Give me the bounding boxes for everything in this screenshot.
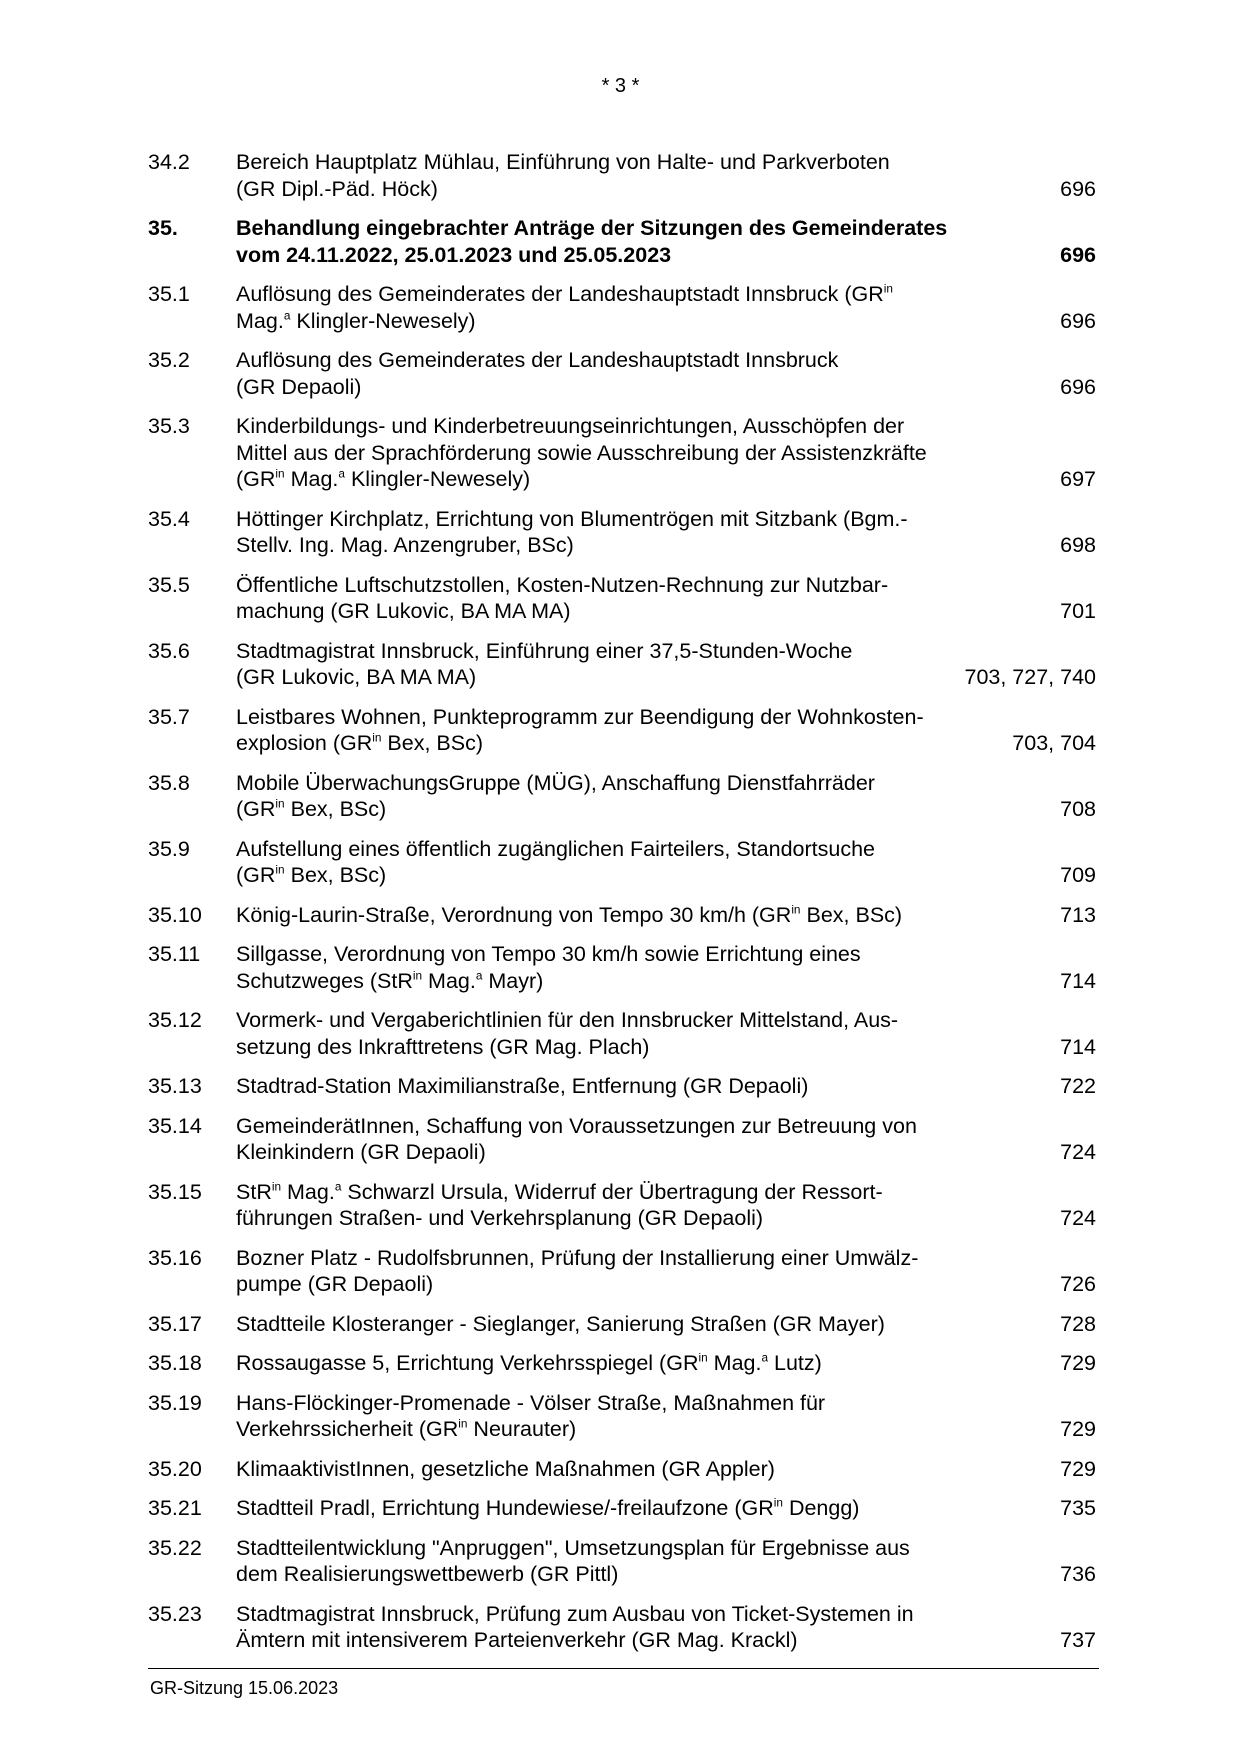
toc-entry: [148, 1311, 1096, 1338]
toc-entry: [148, 1456, 1096, 1483]
toc-entry-number: 35.1: [148, 282, 190, 306]
toc-entry-line: ($GR^{in}$ Bex, BSc): [236, 796, 387, 821]
toc-entry-line: KlimaaktivistInnen, gesetzliche Maßnahmen (GR Appler): [236, 1456, 775, 1481]
toc-entry-line: Stadtmagistrat Innsbruck, Prüfung zum Ausbau von Ticket-Systemen in: [236, 1601, 914, 1626]
toc-entry-title: [236, 347, 946, 400]
toc-entry-page: 724: [1060, 1206, 1096, 1230]
toc-entry-title: [236, 1073, 1006, 1100]
toc-entry-number: 35.22: [148, 1535, 202, 1560]
toc-entry-number: 35.21: [148, 1496, 202, 1520]
toc-entry: [148, 836, 1096, 889]
toc-entry-line: Aufstellung eines öffentlich zugänglichen Fairteilers, Standortsuche: [236, 836, 876, 861]
toc-entry: [148, 1535, 1096, 1588]
toc-entry-page: 713: [1060, 902, 1096, 927]
toc-entry-number: 35.23: [148, 1601, 202, 1626]
toc-entry-page: 697: [1060, 467, 1096, 491]
toc-entry-title: [236, 1601, 946, 1654]
toc-entry-line: Mag.$^a$ Klingler-Newesely): [236, 308, 476, 333]
toc-entry-number: 35.17: [148, 1311, 202, 1336]
toc-entry-title: [236, 1245, 946, 1298]
toc-entry-line: Auflösung des Gemeinderates der Landeshauptstadt Innsbruck ($GR^{in}$: [236, 281, 893, 306]
toc-entry-number: 35.11: [148, 942, 201, 966]
toc-entry: [148, 281, 1096, 334]
toc-entry-title: [236, 1456, 1006, 1483]
toc-entry-number: 35.4: [148, 506, 190, 531]
toc-entry-line: Ämtern mit intensiverem Parteienverkehr (GR Mag. Krackl): [236, 1628, 798, 1652]
toc-entry-line: setzung des Inkrafttretens (GR Mag. Plach): [236, 1034, 650, 1059]
toc-entry-number: 35.13: [148, 1074, 202, 1098]
toc-entry-title: [236, 941, 946, 994]
toc-entry-page: 735: [1060, 1496, 1096, 1520]
toc-entry-number: 35.16: [148, 1245, 202, 1270]
toc-entry-line: Rossaugasse 5, Errichtung Verkehrsspiegel ($GR^{in}$ Mag.$^a$ Lutz): [236, 1350, 822, 1375]
toc-entry: [148, 1113, 1096, 1166]
toc-entry-line: Behandlung eingebrachter Anträge der Sitzungen des Gemeinderates: [236, 216, 948, 240]
footer-session-date: GR-Sitzung 15.06.2023: [150, 1678, 339, 1698]
toc-entry-line: Stadtteil Pradl, Errichtung Hundewiese/-freilaufzone ($GR^{in}$ Dengg): [236, 1495, 860, 1520]
toc-entry-line: machung (GR Lukovic, BA MA MA): [236, 599, 571, 623]
toc-entry-line: Mittel aus der Sprachförderung sowie Ausschreibung der Assistenzkräfte: [236, 440, 927, 465]
toc-entry-line: Verkehrssicherheit ($GR^{in}$ Neurauter): [236, 1416, 577, 1441]
toc-entry-page: 729: [1060, 1351, 1096, 1375]
toc-entry-line: führungen Straßen- und Verkehrsplanung (GR Depaoli): [236, 1206, 764, 1230]
toc-entry-line: Öffentliche Luftschutzstollen, Kosten-Nutzen-Rechnung zur Nutzbar-: [236, 572, 889, 597]
toc-entry-line: StR$^{in}$ Mag.$^a$ Schwarzl Ursula, Widerruf der Übertragung der Ressort-: [236, 1179, 883, 1204]
toc-entry-line: Bozner Platz - Rudolfsbrunnen, Prüfung der Installierung einer Umwälz-: [236, 1245, 919, 1270]
toc-entry: [148, 1007, 1096, 1060]
toc-entry-number: 35.3: [148, 414, 190, 438]
toc-entry: [148, 506, 1096, 559]
footer-divider: [148, 1668, 1099, 1669]
toc-entry-page: 696: [1060, 176, 1096, 201]
toc-entry-number: 35.8: [148, 770, 190, 795]
toc-entry-line: Vormerk- und Vergaberichtlinien für den Innsbrucker Mittelstand, Aus-: [236, 1008, 899, 1032]
toc-entry-page: 696: [1060, 308, 1096, 333]
toc-entry: [148, 941, 1096, 994]
toc-entry-page: 729: [1060, 1417, 1096, 1441]
toc-entry-number: 35.2: [148, 348, 190, 372]
toc-entry-line: Leistbares Wohnen, Punkteprogramm zur Beendigung der Wohnkosten-: [236, 704, 924, 729]
toc-entry-line: Höttinger Kirchplatz, Errichtung von Blumentrögen mit Sitzbank (Bgm.-: [236, 506, 908, 531]
toc-entry-line: Hans-Flöckinger-Promenade - Völser Straße, Maßnahmen für: [236, 1390, 826, 1415]
toc-entry-title: [236, 215, 946, 268]
toc-entry-page: 728: [1060, 1311, 1096, 1336]
toc-entry-title: [236, 281, 946, 334]
toc-entry-line: Mobile ÜberwachungsGruppe (MÜG), Anschaffung Dienstfahrräder: [236, 770, 875, 795]
toc-entry-line: Auflösung des Gemeinderates der Landeshauptstadt Innsbruck: [236, 348, 839, 372]
toc-entry-title: [236, 1113, 946, 1166]
toc-entry-page: 709: [1060, 863, 1096, 887]
toc-entry-number: 35.10: [148, 902, 202, 927]
toc-entry-number: 35.12: [148, 1008, 202, 1032]
toc-entry: [148, 1390, 1096, 1443]
toc-entry-line: König-Laurin-Straße, Verordnung von Tempo 30 km/h ($GR^{in}$ Bex, BSc): [236, 902, 903, 927]
toc-entry-page: 722: [1060, 1074, 1096, 1098]
toc-entry-line: dem Realisierungswettbewerb (GR Pittl): [236, 1562, 619, 1586]
toc-entry-line: Stadtteile Klosteranger - Sieglanger, Sanierung Straßen (GR Mayer): [236, 1311, 885, 1336]
toc-entry-line: Schutzweges (StR$^{in}$ Mag.$^a$ Mayr): [236, 968, 544, 993]
toc-entry-line: pumpe (GR Depaoli): [236, 1272, 434, 1296]
toc-entry: [148, 638, 1096, 691]
toc-entry: [148, 1495, 1096, 1522]
toc-entry-title: [236, 770, 946, 823]
toc-entry: [148, 347, 1096, 400]
toc-entry-line: ($GR^{in}$ Mag.$^a$ Klingler-Newesely): [236, 466, 531, 491]
toc-entry-page: 736: [1060, 1562, 1096, 1586]
toc-entry-title: [236, 1179, 946, 1232]
toc-entry-title: [236, 1311, 1006, 1338]
table-of-contents: [148, 149, 1096, 1667]
toc-entry-number: 35.20: [148, 1456, 202, 1481]
toc-entry-title: [236, 149, 946, 202]
toc-entry: [148, 1245, 1096, 1298]
toc-entry-page: 708: [1060, 797, 1096, 821]
toc-entry-title: [236, 902, 1006, 929]
toc-entry-title: [236, 1350, 1006, 1377]
toc-entry-number: 34.2: [148, 150, 190, 174]
toc-entry-page: 701: [1060, 599, 1096, 623]
toc-entry-page: 724: [1060, 1140, 1096, 1164]
toc-entry-line: Sillgasse, Verordnung von Tempo 30 km/h sowie Errichtung eines: [236, 942, 861, 966]
toc-entry-number: 35.5: [148, 572, 190, 597]
toc-entry-page: 714: [1060, 968, 1096, 993]
page-number: * 3 *: [601, 75, 640, 97]
toc-entry-line: (GR Depaoli): [236, 374, 362, 399]
toc-entry-page: 698: [1060, 533, 1096, 557]
toc-entry-title: [236, 1007, 946, 1060]
toc-entry-line: Stadtteilentwicklung "Anpruggen", Umsetzungsplan für Ergebnisse aus: [236, 1535, 910, 1560]
toc-entry-title: [236, 413, 946, 493]
toc-entry: [148, 902, 1096, 929]
toc-entry-page: 696: [1060, 242, 1096, 267]
toc-entry-title: [236, 836, 946, 889]
toc-entry-page: 714: [1060, 1034, 1096, 1059]
toc-entry: [148, 572, 1096, 625]
toc-entry-line: explosion ($GR^{in}$ Bex, BSc): [236, 730, 483, 755]
toc-entry-line: Stellv. Ing. Mag. Anzengruber, BSc): [236, 533, 574, 557]
toc-entry-line: Stadtmagistrat Innsbruck, Einführung einer 37,5-Stunden-Woche: [236, 638, 853, 663]
toc-entry-page: 696: [1060, 374, 1096, 399]
toc-entry-number: 35.14: [148, 1113, 202, 1138]
toc-entry-line: Kleinkindern (GR Depaoli): [236, 1140, 486, 1164]
toc-entry-page: 703, 704: [1012, 731, 1096, 755]
toc-entry-line: (GR Lukovic, BA MA MA): [236, 665, 477, 689]
toc-entry-number: 35.9: [148, 836, 190, 861]
toc-entry-number: 35.18: [148, 1351, 202, 1375]
toc-entry-line: (GR Dipl.-Päd. Höck): [236, 176, 438, 201]
toc-entry: [148, 1179, 1096, 1232]
toc-entry-line: vom 24.11.2022, 25.01.2023 und 25.05.2023: [236, 242, 672, 267]
toc-entry: [148, 704, 1096, 757]
toc-entry-page: 703, 727, 740: [964, 665, 1096, 689]
toc-entry: [148, 1601, 1096, 1654]
toc-entry-page: 729: [1060, 1456, 1096, 1481]
toc-entry-title: [236, 572, 946, 625]
toc-entry-title: [236, 1495, 1006, 1522]
toc-entry-line: GemeinderätInnen, Schaffung von Voraussetzungen zur Betreuung von: [236, 1113, 917, 1138]
toc-entry-title: [236, 1390, 946, 1443]
toc-entry-title: [236, 506, 946, 559]
toc-entry: [148, 1073, 1096, 1100]
toc-entry-line: Bereich Hauptplatz Mühlau, Einführung von Halte- und Parkverboten: [236, 150, 890, 174]
toc-entry-title: [236, 638, 946, 691]
toc-entry: [148, 1350, 1096, 1377]
toc-entry-line: Stadtrad-Station Maximilianstraße, Entfernung (GR Depaoli): [236, 1074, 809, 1098]
toc-entry: [148, 413, 1096, 493]
toc-entry-number: 35.19: [148, 1390, 202, 1415]
toc-entry: [148, 770, 1096, 823]
toc-entry-line: Kinderbildungs- und Kinderbetreuungseinrichtungen, Ausschöpfen der: [236, 414, 905, 438]
toc-entry-page: 737: [1060, 1628, 1096, 1652]
toc-entry-title: [236, 1535, 946, 1588]
toc-entry-page: 726: [1060, 1272, 1096, 1296]
toc-entry-number: 35.7: [148, 704, 190, 729]
toc-entry-title: [236, 704, 946, 757]
toc-entry: [148, 215, 1096, 268]
toc-entry-number: 35.15: [148, 1179, 202, 1204]
toc-entry-number: 35.6: [148, 638, 190, 663]
toc-entry: [148, 149, 1096, 202]
toc-entry-number: 35.: [148, 216, 178, 240]
toc-entry-line: ($GR^{in}$ Bex, BSc): [236, 862, 387, 887]
